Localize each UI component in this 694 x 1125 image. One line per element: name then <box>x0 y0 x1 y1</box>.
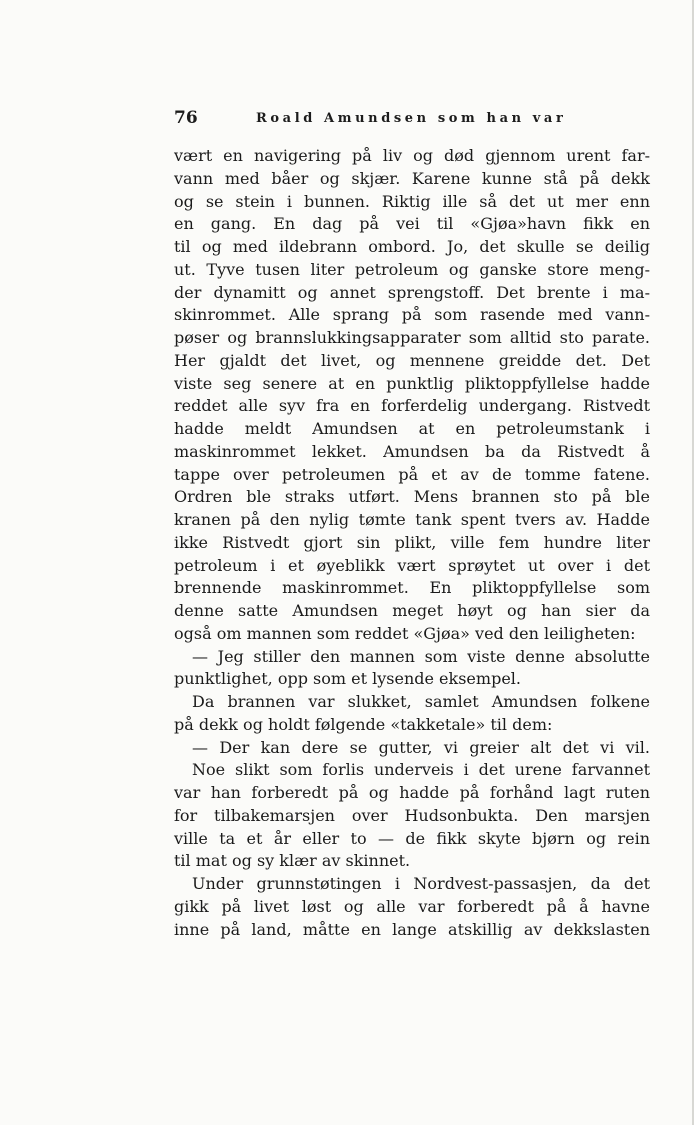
text-line: og se stein i bunnen. Riktig ille så det ut mer enn <box>174 191 650 211</box>
text-line: tappe over petroleumen på et av de tomme fatene. <box>174 464 650 484</box>
text-line: der dynamitt og annet sprengstoff. Det brente i ma- <box>174 282 650 302</box>
text-line: en gang. En dag på vei til «Gjøa»havn fikk en <box>174 214 650 234</box>
text-line: Ordren ble straks utført. Mens brannen sto på ble <box>174 487 650 507</box>
text-line: Da brannen var slukket, samlet Amundsen folkene <box>192 692 650 711</box>
text-line: Her gjaldt det livet, og mennene greidde det. Det <box>174 350 650 370</box>
text-line: ville ta et år eller to — de fikk skyte bjørn og rein <box>174 828 650 848</box>
running-title: Roald Amundsen som han var <box>256 111 567 126</box>
text-line: vann med båer og skjær. Karene kunne stå på dekk <box>174 168 650 188</box>
text-line: brennende maskinrommet. En pliktoppfyllelse som <box>174 578 650 598</box>
text-line: også om mannen som reddet «Gjøa» ved den leiligheten: <box>174 623 636 643</box>
text-line: var han forberedt på og hadde på forhånd lagt ruten <box>174 783 650 802</box>
text-line: gikk på livet løst og alle var forberedt på å havne <box>174 896 650 916</box>
text-line: petroleum i et øyeblikk vært sprøytet ut over i det <box>174 555 650 575</box>
text-line: — Jeg stiller den mannen som viste denne absolutte <box>192 646 650 666</box>
text-line: Noe slikt som forlis underveis i det urene farvannet <box>192 760 650 780</box>
text-line: til mat og sy klær av skinnet. <box>174 851 411 871</box>
text-line: hadde meldt Amundsen at en petroleumstank i <box>174 419 650 438</box>
text-line: ikke Ristvedt gjort sin plikt, ville fem hundre liter <box>174 532 650 552</box>
text-line: reddet alle syv fra en forferdelig undergang. Ristvedt <box>174 396 650 416</box>
text-line: — Der kan dere se gutter, vi greier alt det vi vil. <box>192 737 650 757</box>
page-header <box>174 108 650 132</box>
body-text <box>174 145 650 941</box>
text-line: vært en navigering på liv og død gjennom urent far- <box>174 146 650 165</box>
text-line: kranen på den nylig tømte tank spent tvers av. Hadde <box>174 510 650 529</box>
text-line: viste seg senere at en punktlig pliktoppfyllelse hadde <box>174 373 650 393</box>
text-line: til og med ildebrann ombord. Jo, det skulle se deilig <box>174 237 650 256</box>
text-line: maskinrommet lekket. Amundsen ba da Ristvedt å <box>174 441 650 461</box>
text-line: ut. Tyve tusen liter petroleum og ganske store meng- <box>174 259 650 279</box>
text-line: skinrommet. Alle sprang på som rasende med vann- <box>174 305 650 325</box>
text-line: inne på land, måtte en lange atskillig av dekkslasten <box>174 919 650 939</box>
text-line: for tilbakemarsjen over Hudsonbukta. Den marsjen <box>174 805 650 825</box>
text-line: denne satte Amundsen meget høyt og han sier da <box>174 601 650 620</box>
text-line: på dekk og holdt følgende «takketale» til dem: <box>174 714 553 734</box>
text-line: pøser og brannslukkingsapparater som alltid sto parate. <box>174 328 650 347</box>
text-line: punktlighet, opp som et lysende eksempel. <box>174 669 521 689</box>
text-line: Under grunnstøtingen i Nordvest-passasjen, da det <box>192 874 650 893</box>
page-number: 76 <box>174 108 198 128</box>
